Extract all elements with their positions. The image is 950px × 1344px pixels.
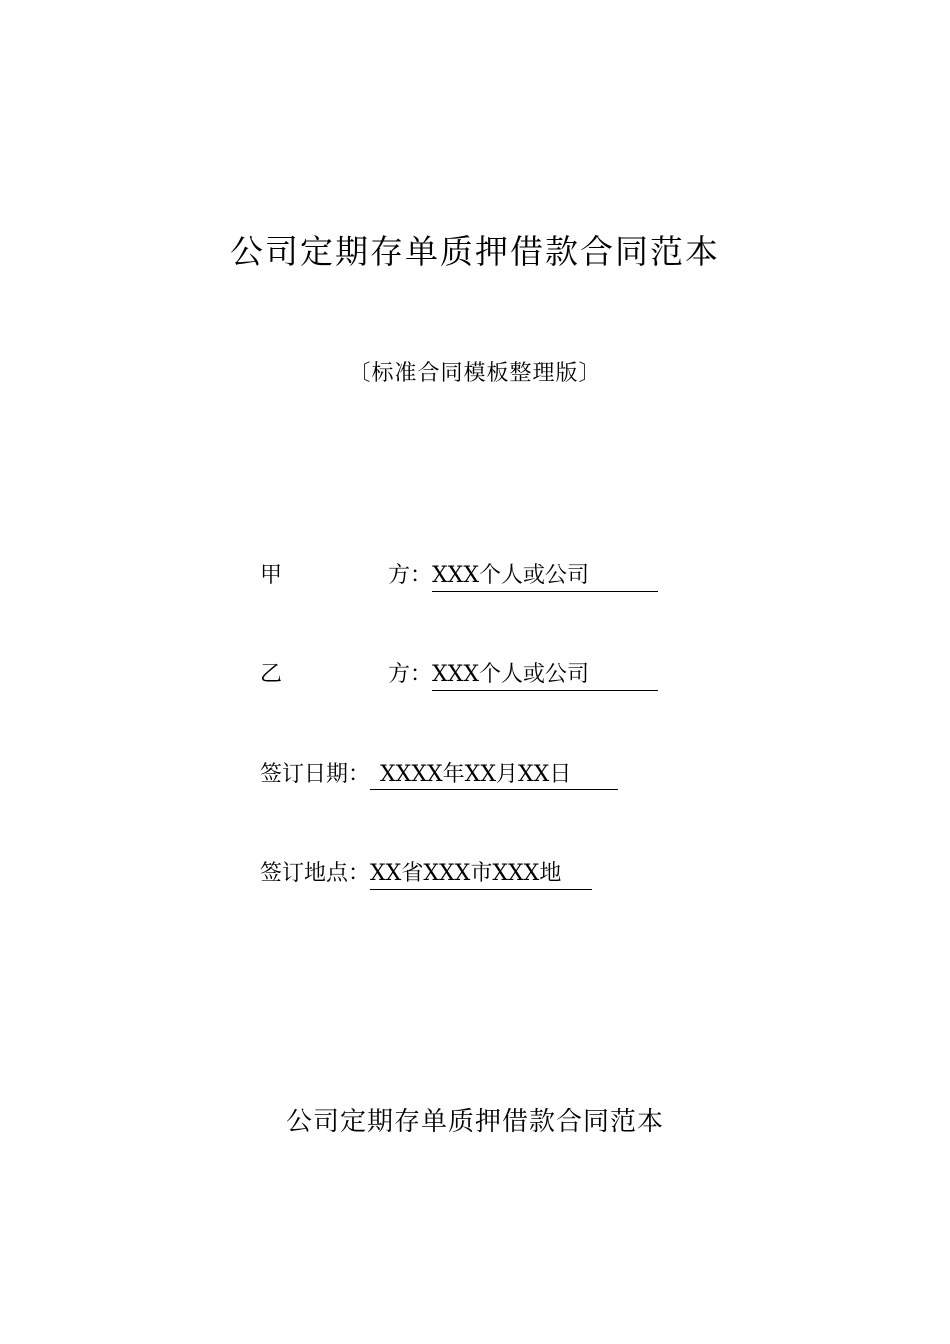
- party-b-label: 乙: [260, 662, 283, 687]
- party-a-label: 甲: [260, 563, 283, 588]
- signing-place-label: 签订地点：: [260, 861, 371, 886]
- party-b-field: [260, 657, 658, 693]
- party-a-value: XXX个人或公司: [432, 561, 658, 592]
- body-heading: 公司定期存单质押借款合同范本: [285, 1107, 664, 1137]
- signing-date-value: XXXX年XX月XX日: [370, 760, 618, 790]
- party-a-field: [260, 558, 658, 594]
- signing-date-field: [260, 757, 618, 793]
- signing-place-field: [260, 856, 592, 892]
- party-a-label-suffix: 方：: [388, 563, 433, 588]
- party-b-value: XXX个人或公司: [432, 660, 658, 691]
- signing-date-label: 签订日期：: [260, 762, 371, 787]
- document-subtitle: 〔标准合同模板整理版〕: [348, 361, 602, 386]
- party-b-label-suffix: 方：: [388, 662, 433, 687]
- document-title: 公司定期存单质押借款合同范本: [230, 232, 720, 271]
- signing-place-value: XX省XXX市XXX地: [370, 859, 592, 890]
